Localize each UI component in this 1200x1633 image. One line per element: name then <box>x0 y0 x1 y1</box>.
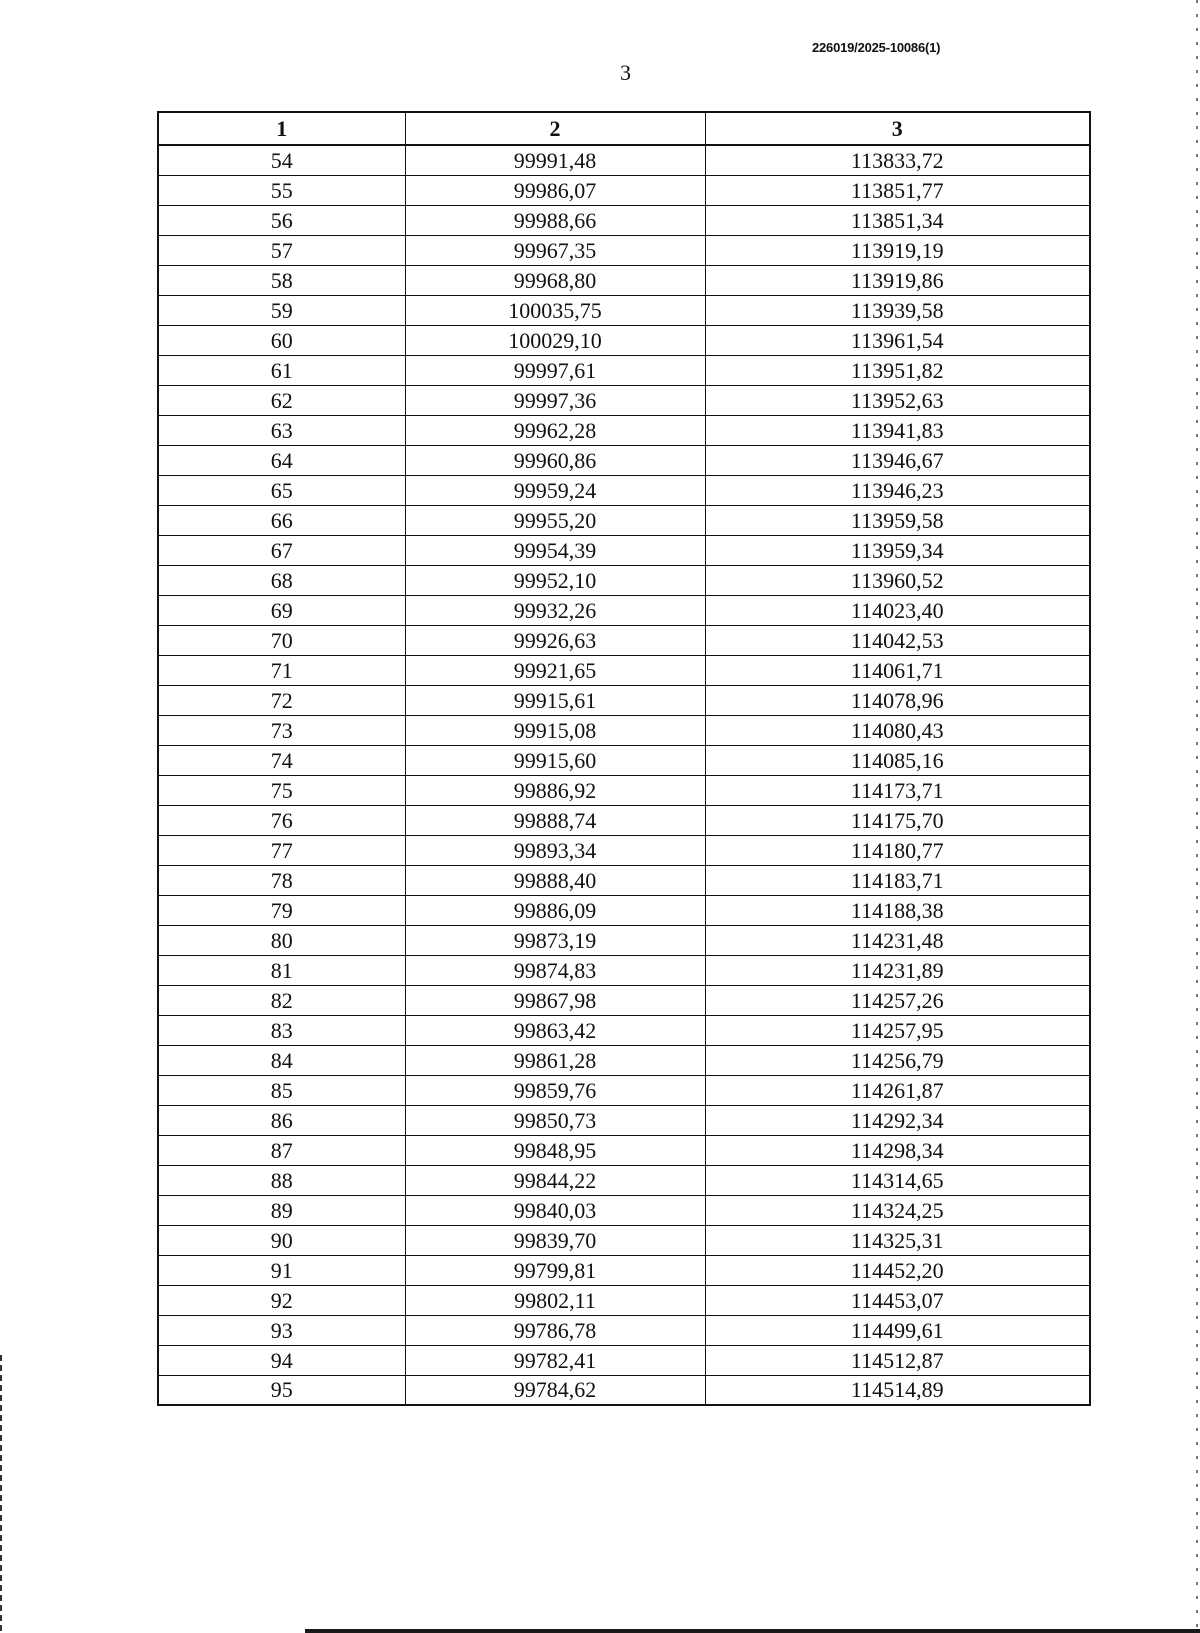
cell-x-coordinate: 99893,34 <box>405 835 705 865</box>
cell-point-number: 83 <box>158 1015 405 1045</box>
cell-y-coordinate: 114023,40 <box>705 595 1090 625</box>
cell-point-number: 79 <box>158 895 405 925</box>
cell-y-coordinate: 114298,34 <box>705 1135 1090 1165</box>
cell-x-coordinate: 99867,98 <box>405 985 705 1015</box>
cell-y-coordinate: 113959,34 <box>705 535 1090 565</box>
table-row <box>158 925 1090 955</box>
cell-point-number: 65 <box>158 475 405 505</box>
cell-x-coordinate: 99874,83 <box>405 955 705 985</box>
cell-y-coordinate: 113959,58 <box>705 505 1090 535</box>
cell-y-coordinate: 114061,71 <box>705 655 1090 685</box>
table-row <box>158 1345 1090 1375</box>
table-row <box>158 235 1090 265</box>
cell-x-coordinate: 99926,63 <box>405 625 705 655</box>
cell-x-coordinate: 99960,86 <box>405 445 705 475</box>
cell-point-number: 86 <box>158 1105 405 1135</box>
cell-x-coordinate: 99997,61 <box>405 355 705 385</box>
cell-point-number: 72 <box>158 685 405 715</box>
cell-point-number: 75 <box>158 775 405 805</box>
scan-left-edge-artifact <box>0 1355 2 1633</box>
table-row <box>158 445 1090 475</box>
cell-point-number: 90 <box>158 1225 405 1255</box>
cell-point-number: 91 <box>158 1255 405 1285</box>
cell-y-coordinate: 114231,89 <box>705 955 1090 985</box>
cell-x-coordinate: 100035,75 <box>405 295 705 325</box>
column-header-2: 2 <box>405 112 705 145</box>
table-row <box>158 1105 1090 1135</box>
document-number: 226019/2025-10086(1) <box>812 40 941 55</box>
cell-y-coordinate: 114314,65 <box>705 1165 1090 1195</box>
table-row <box>158 895 1090 925</box>
cell-x-coordinate: 99840,03 <box>405 1195 705 1225</box>
cell-x-coordinate: 99986,07 <box>405 175 705 205</box>
cell-point-number: 70 <box>158 625 405 655</box>
cell-y-coordinate: 114183,71 <box>705 865 1090 895</box>
cell-x-coordinate: 99968,80 <box>405 265 705 295</box>
cell-y-coordinate: 114499,61 <box>705 1315 1090 1345</box>
cell-point-number: 61 <box>158 355 405 385</box>
table-row <box>158 1285 1090 1315</box>
table-row <box>158 1045 1090 1075</box>
cell-y-coordinate: 114173,71 <box>705 775 1090 805</box>
table-row <box>158 175 1090 205</box>
cell-y-coordinate: 113946,23 <box>705 475 1090 505</box>
cell-point-number: 63 <box>158 415 405 445</box>
table-row <box>158 1225 1090 1255</box>
cell-y-coordinate: 114078,96 <box>705 685 1090 715</box>
cell-point-number: 66 <box>158 505 405 535</box>
table-row <box>158 835 1090 865</box>
cell-point-number: 93 <box>158 1315 405 1345</box>
coordinates-table <box>157 111 1091 1406</box>
cell-x-coordinate: 99886,92 <box>405 775 705 805</box>
table-row <box>158 505 1090 535</box>
cell-x-coordinate: 99784,62 <box>405 1375 705 1405</box>
cell-point-number: 94 <box>158 1345 405 1375</box>
page-number: 3 <box>620 60 631 85</box>
cell-y-coordinate: 113951,82 <box>705 355 1090 385</box>
column-header-3: 3 <box>705 112 1090 145</box>
cell-point-number: 56 <box>158 205 405 235</box>
scan-bottom-edge-artifact <box>305 1629 1200 1633</box>
cell-x-coordinate: 99886,09 <box>405 895 705 925</box>
cell-y-coordinate: 114231,48 <box>705 925 1090 955</box>
table-row <box>158 775 1090 805</box>
cell-x-coordinate: 100029,10 <box>405 325 705 355</box>
table-row <box>158 865 1090 895</box>
table-row <box>158 535 1090 565</box>
cell-y-coordinate: 114175,70 <box>705 805 1090 835</box>
table-row <box>158 1075 1090 1105</box>
column-header-1: 1 <box>158 112 405 145</box>
cell-x-coordinate: 99915,61 <box>405 685 705 715</box>
cell-point-number: 82 <box>158 985 405 1015</box>
table-row <box>158 475 1090 505</box>
table-header-row <box>158 112 1090 145</box>
cell-y-coordinate: 114188,38 <box>705 895 1090 925</box>
cell-point-number: 54 <box>158 145 405 175</box>
cell-y-coordinate: 113833,72 <box>705 145 1090 175</box>
table-row <box>158 205 1090 235</box>
cell-y-coordinate: 113851,34 <box>705 205 1090 235</box>
table-row <box>158 325 1090 355</box>
cell-y-coordinate: 114257,26 <box>705 985 1090 1015</box>
cell-point-number: 68 <box>158 565 405 595</box>
cell-y-coordinate: 114261,87 <box>705 1075 1090 1105</box>
cell-y-coordinate: 114080,43 <box>705 715 1090 745</box>
cell-y-coordinate: 114512,87 <box>705 1345 1090 1375</box>
table-row <box>158 295 1090 325</box>
table-row <box>158 805 1090 835</box>
table-row <box>158 1255 1090 1285</box>
cell-x-coordinate: 99962,28 <box>405 415 705 445</box>
cell-point-number: 76 <box>158 805 405 835</box>
cell-x-coordinate: 99997,36 <box>405 385 705 415</box>
table-row <box>158 415 1090 445</box>
cell-point-number: 88 <box>158 1165 405 1195</box>
cell-y-coordinate: 114180,77 <box>705 835 1090 865</box>
cell-point-number: 57 <box>158 235 405 265</box>
cell-point-number: 60 <box>158 325 405 355</box>
table-row <box>158 1195 1090 1225</box>
cell-y-coordinate: 113961,54 <box>705 325 1090 355</box>
cell-point-number: 55 <box>158 175 405 205</box>
table-row <box>158 625 1090 655</box>
table-row <box>158 955 1090 985</box>
table-row <box>158 715 1090 745</box>
table-row <box>158 1165 1090 1195</box>
table-row <box>158 265 1090 295</box>
table-row <box>158 985 1090 1015</box>
table-row <box>158 685 1090 715</box>
cell-point-number: 89 <box>158 1195 405 1225</box>
cell-y-coordinate: 113960,52 <box>705 565 1090 595</box>
cell-y-coordinate: 114453,07 <box>705 1285 1090 1315</box>
cell-x-coordinate: 99952,10 <box>405 565 705 595</box>
cell-x-coordinate: 99888,74 <box>405 805 705 835</box>
cell-point-number: 73 <box>158 715 405 745</box>
cell-y-coordinate: 114042,53 <box>705 625 1090 655</box>
cell-point-number: 87 <box>158 1135 405 1165</box>
table-header <box>158 112 1090 145</box>
cell-y-coordinate: 113946,67 <box>705 445 1090 475</box>
table-row <box>158 355 1090 385</box>
cell-point-number: 69 <box>158 595 405 625</box>
cell-x-coordinate: 99988,66 <box>405 205 705 235</box>
cell-point-number: 58 <box>158 265 405 295</box>
cell-y-coordinate: 114514,89 <box>705 1375 1090 1405</box>
cell-x-coordinate: 99799,81 <box>405 1255 705 1285</box>
cell-y-coordinate: 113919,19 <box>705 235 1090 265</box>
cell-x-coordinate: 99915,60 <box>405 745 705 775</box>
cell-y-coordinate: 113851,77 <box>705 175 1090 205</box>
cell-y-coordinate: 113919,86 <box>705 265 1090 295</box>
cell-x-coordinate: 99844,22 <box>405 1165 705 1195</box>
cell-x-coordinate: 99991,48 <box>405 145 705 175</box>
cell-x-coordinate: 99861,28 <box>405 1045 705 1075</box>
cell-y-coordinate: 114292,34 <box>705 1105 1090 1135</box>
cell-point-number: 77 <box>158 835 405 865</box>
cell-y-coordinate: 114085,16 <box>705 745 1090 775</box>
cell-point-number: 85 <box>158 1075 405 1105</box>
cell-y-coordinate: 114257,95 <box>705 1015 1090 1045</box>
table-row <box>158 745 1090 775</box>
cell-x-coordinate: 99888,40 <box>405 865 705 895</box>
table-row <box>158 1015 1090 1045</box>
cell-y-coordinate: 113939,58 <box>705 295 1090 325</box>
cell-x-coordinate: 99839,70 <box>405 1225 705 1255</box>
cell-x-coordinate: 99967,35 <box>405 235 705 265</box>
cell-y-coordinate: 113952,63 <box>705 385 1090 415</box>
cell-point-number: 71 <box>158 655 405 685</box>
cell-point-number: 81 <box>158 955 405 985</box>
cell-x-coordinate: 99863,42 <box>405 1015 705 1045</box>
cell-point-number: 74 <box>158 745 405 775</box>
cell-x-coordinate: 99954,39 <box>405 535 705 565</box>
cell-point-number: 84 <box>158 1045 405 1075</box>
cell-point-number: 67 <box>158 535 405 565</box>
table-row <box>158 595 1090 625</box>
table-row <box>158 1375 1090 1405</box>
cell-x-coordinate: 99786,78 <box>405 1315 705 1345</box>
cell-x-coordinate: 99873,19 <box>405 925 705 955</box>
cell-point-number: 78 <box>158 865 405 895</box>
cell-y-coordinate: 113941,83 <box>705 415 1090 445</box>
cell-x-coordinate: 99802,11 <box>405 1285 705 1315</box>
cell-y-coordinate: 114256,79 <box>705 1045 1090 1075</box>
cell-point-number: 64 <box>158 445 405 475</box>
cell-y-coordinate: 114452,20 <box>705 1255 1090 1285</box>
cell-point-number: 59 <box>158 295 405 325</box>
cell-x-coordinate: 99850,73 <box>405 1105 705 1135</box>
cell-x-coordinate: 99859,76 <box>405 1075 705 1105</box>
table-row <box>158 1135 1090 1165</box>
cell-x-coordinate: 99955,20 <box>405 505 705 535</box>
cell-x-coordinate: 99782,41 <box>405 1345 705 1375</box>
table-row <box>158 565 1090 595</box>
cell-y-coordinate: 114324,25 <box>705 1195 1090 1225</box>
cell-x-coordinate: 99921,65 <box>405 655 705 685</box>
scan-right-edge-artifact <box>1196 0 1198 1633</box>
coordinates-table-container <box>157 111 1089 1406</box>
cell-x-coordinate: 99959,24 <box>405 475 705 505</box>
cell-point-number: 62 <box>158 385 405 415</box>
table-row <box>158 655 1090 685</box>
table-row <box>158 145 1090 175</box>
cell-point-number: 80 <box>158 925 405 955</box>
cell-y-coordinate: 114325,31 <box>705 1225 1090 1255</box>
cell-x-coordinate: 99848,95 <box>405 1135 705 1165</box>
cell-point-number: 92 <box>158 1285 405 1315</box>
cell-x-coordinate: 99932,26 <box>405 595 705 625</box>
table-row <box>158 1315 1090 1345</box>
cell-x-coordinate: 99915,08 <box>405 715 705 745</box>
table-row <box>158 385 1090 415</box>
cell-point-number: 95 <box>158 1375 405 1405</box>
table-body <box>158 145 1090 1405</box>
